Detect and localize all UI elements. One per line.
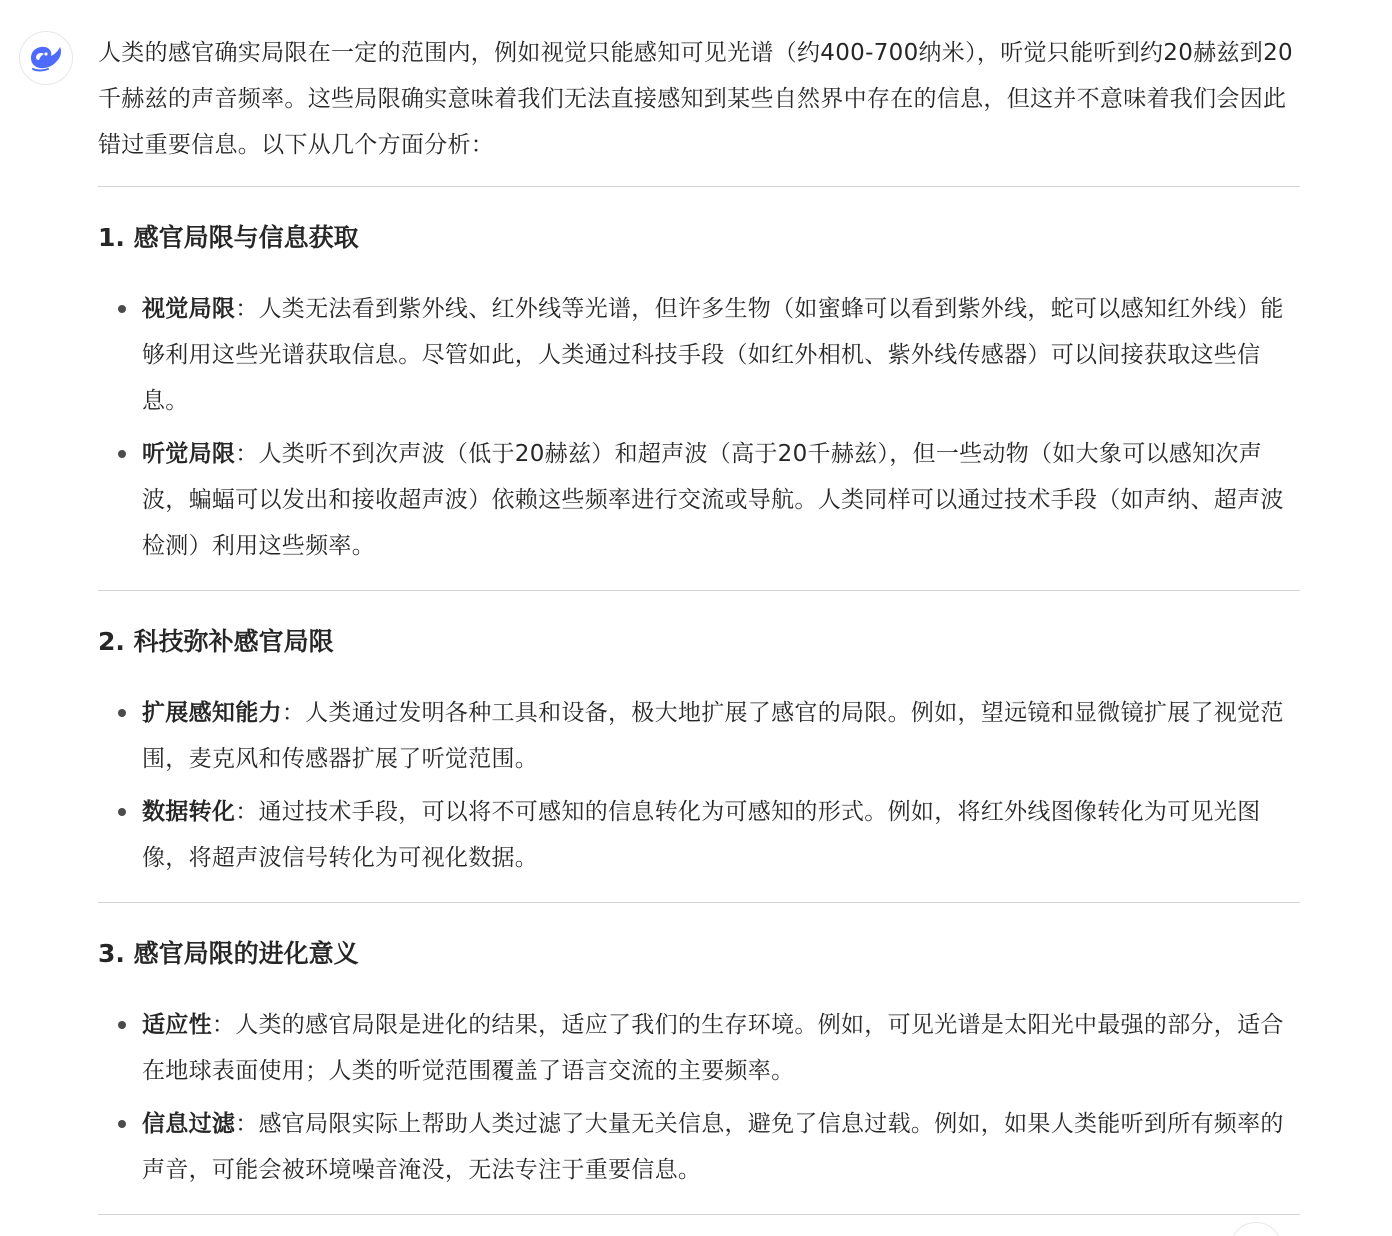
item-text: ：人类通过发明各种工具和设备，极大地扩展了感官的局限。例如，望远镜和显微镜扩展了视觉范围，麦克风和传感器扩展了听觉范围。	[142, 700, 1284, 772]
bullet-dot	[118, 305, 126, 313]
list-item	[98, 789, 1300, 881]
item-term: 扩展感知能力	[142, 700, 282, 726]
intro-paragraph: 人类的感官确实局限在一定的范围内，例如视觉只能感知可见光谱（约400-700纳米），听觉只能听到约20赫兹到20千赫兹的声音频率。这些局限确实意味着我们无法直接感知到某些自然界中存在的信息，但这并不意味着我们会因此错过重要信息。以下从几个方面分析：	[98, 40, 1293, 158]
assistant-avatar	[19, 31, 73, 85]
section-divider	[98, 186, 1300, 187]
item-text: ：人类听不到次声波（低于20赫兹）和超声波（高于20千赫兹），但一些动物（如大象可以感知次声波，蝙蝠可以发出和接收超声波）依赖这些频率进行交流或导航。人类同样可以通过技术手段（如声纳、超声波检测）利用这些频率。	[142, 441, 1284, 559]
bullet-list	[98, 286, 1300, 569]
list-item	[98, 431, 1300, 569]
list-item	[98, 690, 1300, 782]
bullet-dot	[118, 808, 126, 816]
list-item	[98, 1002, 1300, 1094]
scroll-to-bottom-button[interactable]	[1230, 1222, 1282, 1236]
item-text: ：通过技术手段，可以将不可感知的信息转化为可感知的形式。例如，将红外线图像转化为可见光图像，将超声波信号转化为可视化数据。	[142, 799, 1261, 871]
whale-logo-icon	[27, 42, 65, 74]
item-term: 听觉局限	[142, 441, 236, 467]
item-text: ：人类无法看到紫外线、红外线等光谱，但许多生物（如蜜蜂可以看到紫外线，蛇可以感知红外线）能够利用这些光谱获取信息。尽管如此，人类通过科技手段（如红外相机、紫外线传感器）可以间接获取这些信息。	[142, 296, 1284, 414]
section-divider	[98, 590, 1300, 591]
item-term: 信息过滤	[142, 1111, 236, 1137]
list-item	[98, 1101, 1300, 1193]
item-text: ：感官局限实际上帮助人类过滤了大量无关信息，避免了信息过载。例如，如果人类能听到所有频率的声音，可能会被环境噪音淹没，无法专注于重要信息。	[142, 1111, 1284, 1183]
section-divider	[98, 902, 1300, 903]
bullet-dot	[118, 709, 126, 717]
bullet-list	[98, 1002, 1300, 1193]
list-item	[98, 286, 1300, 424]
section-title: 2. 科技弥补感官局限	[98, 627, 334, 656]
item-text: ：人类的感官局限是进化的结果，适应了我们的生存环境。例如，可见光谱是太阳光中最强的部分，适合在地球表面使用；人类的听觉范围覆盖了语言交流的主要频率。	[142, 1012, 1284, 1084]
bullet-list	[98, 690, 1300, 881]
item-term: 适应性	[142, 1012, 212, 1038]
section-title: 1. 感官局限与信息获取	[98, 223, 359, 252]
item-term: 视觉局限	[142, 296, 236, 322]
assistant-message	[98, 30, 1300, 1215]
bullet-dot	[118, 1021, 126, 1029]
section-title: 3. 感官局限的进化意义	[98, 939, 359, 968]
bullet-dot	[118, 450, 126, 458]
bullet-dot	[118, 1120, 126, 1128]
section-divider	[98, 1214, 1300, 1215]
item-term: 数据转化	[142, 799, 236, 825]
